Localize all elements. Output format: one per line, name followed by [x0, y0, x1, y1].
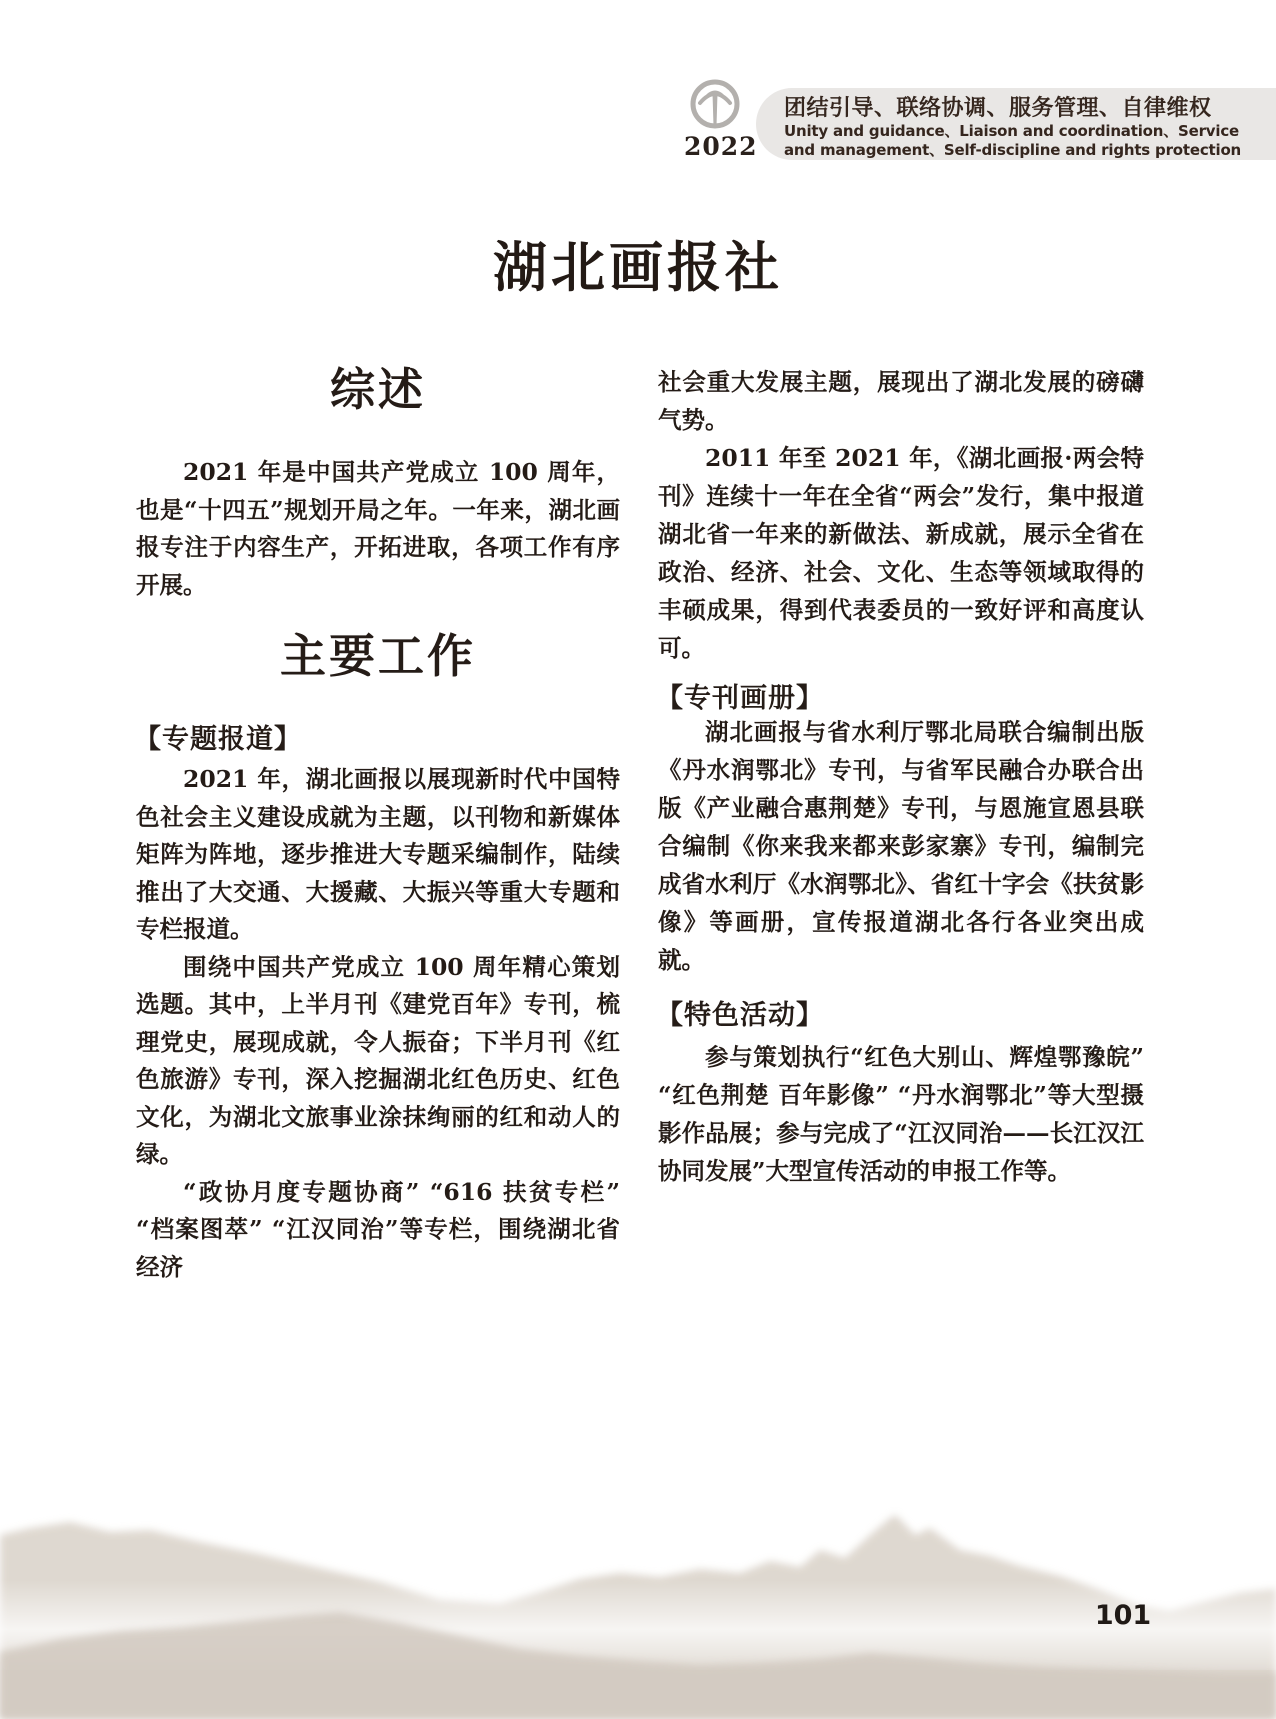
special-activities-para: 参与策划执行“红色大别山、辉煌鄂豫皖” “红色荆楚 百年影像” “丹水润鄂北”等大型摄影作品展；参与完成了“江汉同治——长江汉江协同发展”大型宣传活动的申报工作等。 — [658, 1043, 1144, 1185]
special-albums-heading: 【专刊画册】 — [656, 683, 824, 714]
overview-text: 2021 年是中国共产党成立 100 周年，也是“十四五”规划开局之年。一年来，湖北画报专注于内容生产，开拓进取，各项工作有序开展。 — [136, 458, 620, 599]
article-title: 湖北画报社 — [493, 235, 783, 299]
feature-report-para3-part1: “政协月度专题协商” “616 扶贫专栏” “档案图萃” “江汉同治”等专栏，围绕湖北省经济 — [136, 1177, 620, 1281]
header-logo-block — [684, 78, 758, 161]
federation-emblem-icon — [689, 78, 741, 130]
special-albums-para: 湖北画报与省水利厅鄂北局联合编制出版《丹水润鄂北》专刊，与省军民融合办联合出版《产业融合惠荆楚》专刊，与恩施宣恩县联合编制《你来我来都来彭家寨》专刊，编制完成省水利厅《水润鄂北》、省红十字会《扶贫影像》等画册，宣传报道湖北各行各业突出成就。 — [658, 718, 1144, 974]
feature-report-heading: 【专题报道】 — [134, 724, 302, 755]
mountain-ink-wash-artwork — [0, 1480, 1276, 1719]
banner-slogan-zh: 团结引导、联络协调、服务管理、自律维权 — [784, 96, 1212, 121]
overview-paragraph — [136, 454, 620, 604]
special-albums-body — [658, 713, 1144, 979]
feature-report-para3-part2: 社会重大发展主题，展现出了湖北发展的磅礴气势。 — [658, 368, 1144, 434]
feature-report-para4: 2011 年至 2021 年，《湖北画报·两会特刊》连续十一年在全省“两会”发行，集中报道湖北省一年来的新做法、新成就，展示全省在政治、经济、社会、文化、生态等领域取得的丰硕成果，得到代表委员的一致好评和高度认可。 — [658, 444, 1144, 662]
top-fade — [0, 1480, 1276, 1520]
feature-report-body-right — [658, 363, 1144, 667]
feature-report-para1: 2021 年，湖北画报以展现新时代中国特色社会主义建设成就为主题，以刊物和新媒体矩阵为阵地，逐步推进大专题采编制作，陆续推出了大交通、大援藏、大振兴等重大专题和专栏报道。 — [136, 765, 620, 943]
overview-heading: 综述 — [329, 363, 426, 416]
page-number: 101 — [1094, 1600, 1152, 1631]
special-activities-body — [658, 1038, 1144, 1190]
header-banner — [756, 88, 1276, 160]
feature-report-body-left — [136, 761, 620, 1286]
header-year: 2022 — [684, 132, 758, 161]
banner-slogan-en-line2: and management、Self-discipline and rights protection — [784, 141, 1242, 159]
banner-slogan-en-line1: Unity and guidance、Liaison and coordination、Service — [784, 122, 1239, 140]
special-activities-heading: 【特色活动】 — [656, 1000, 824, 1031]
main-work-heading: 主要工作 — [280, 629, 476, 683]
feature-report-para2: 围绕中国共产党成立 100 周年精心策划选题。其中，上半月刊《建党百年》专刊，梳理党史，展现成就，令人振奋；下半月刊《红色旅游》专刊，深入挖掘湖北红色历史、红色文化，为湖北文旅事业涂抹绚丽的红和动人的绿。 — [136, 952, 620, 1168]
